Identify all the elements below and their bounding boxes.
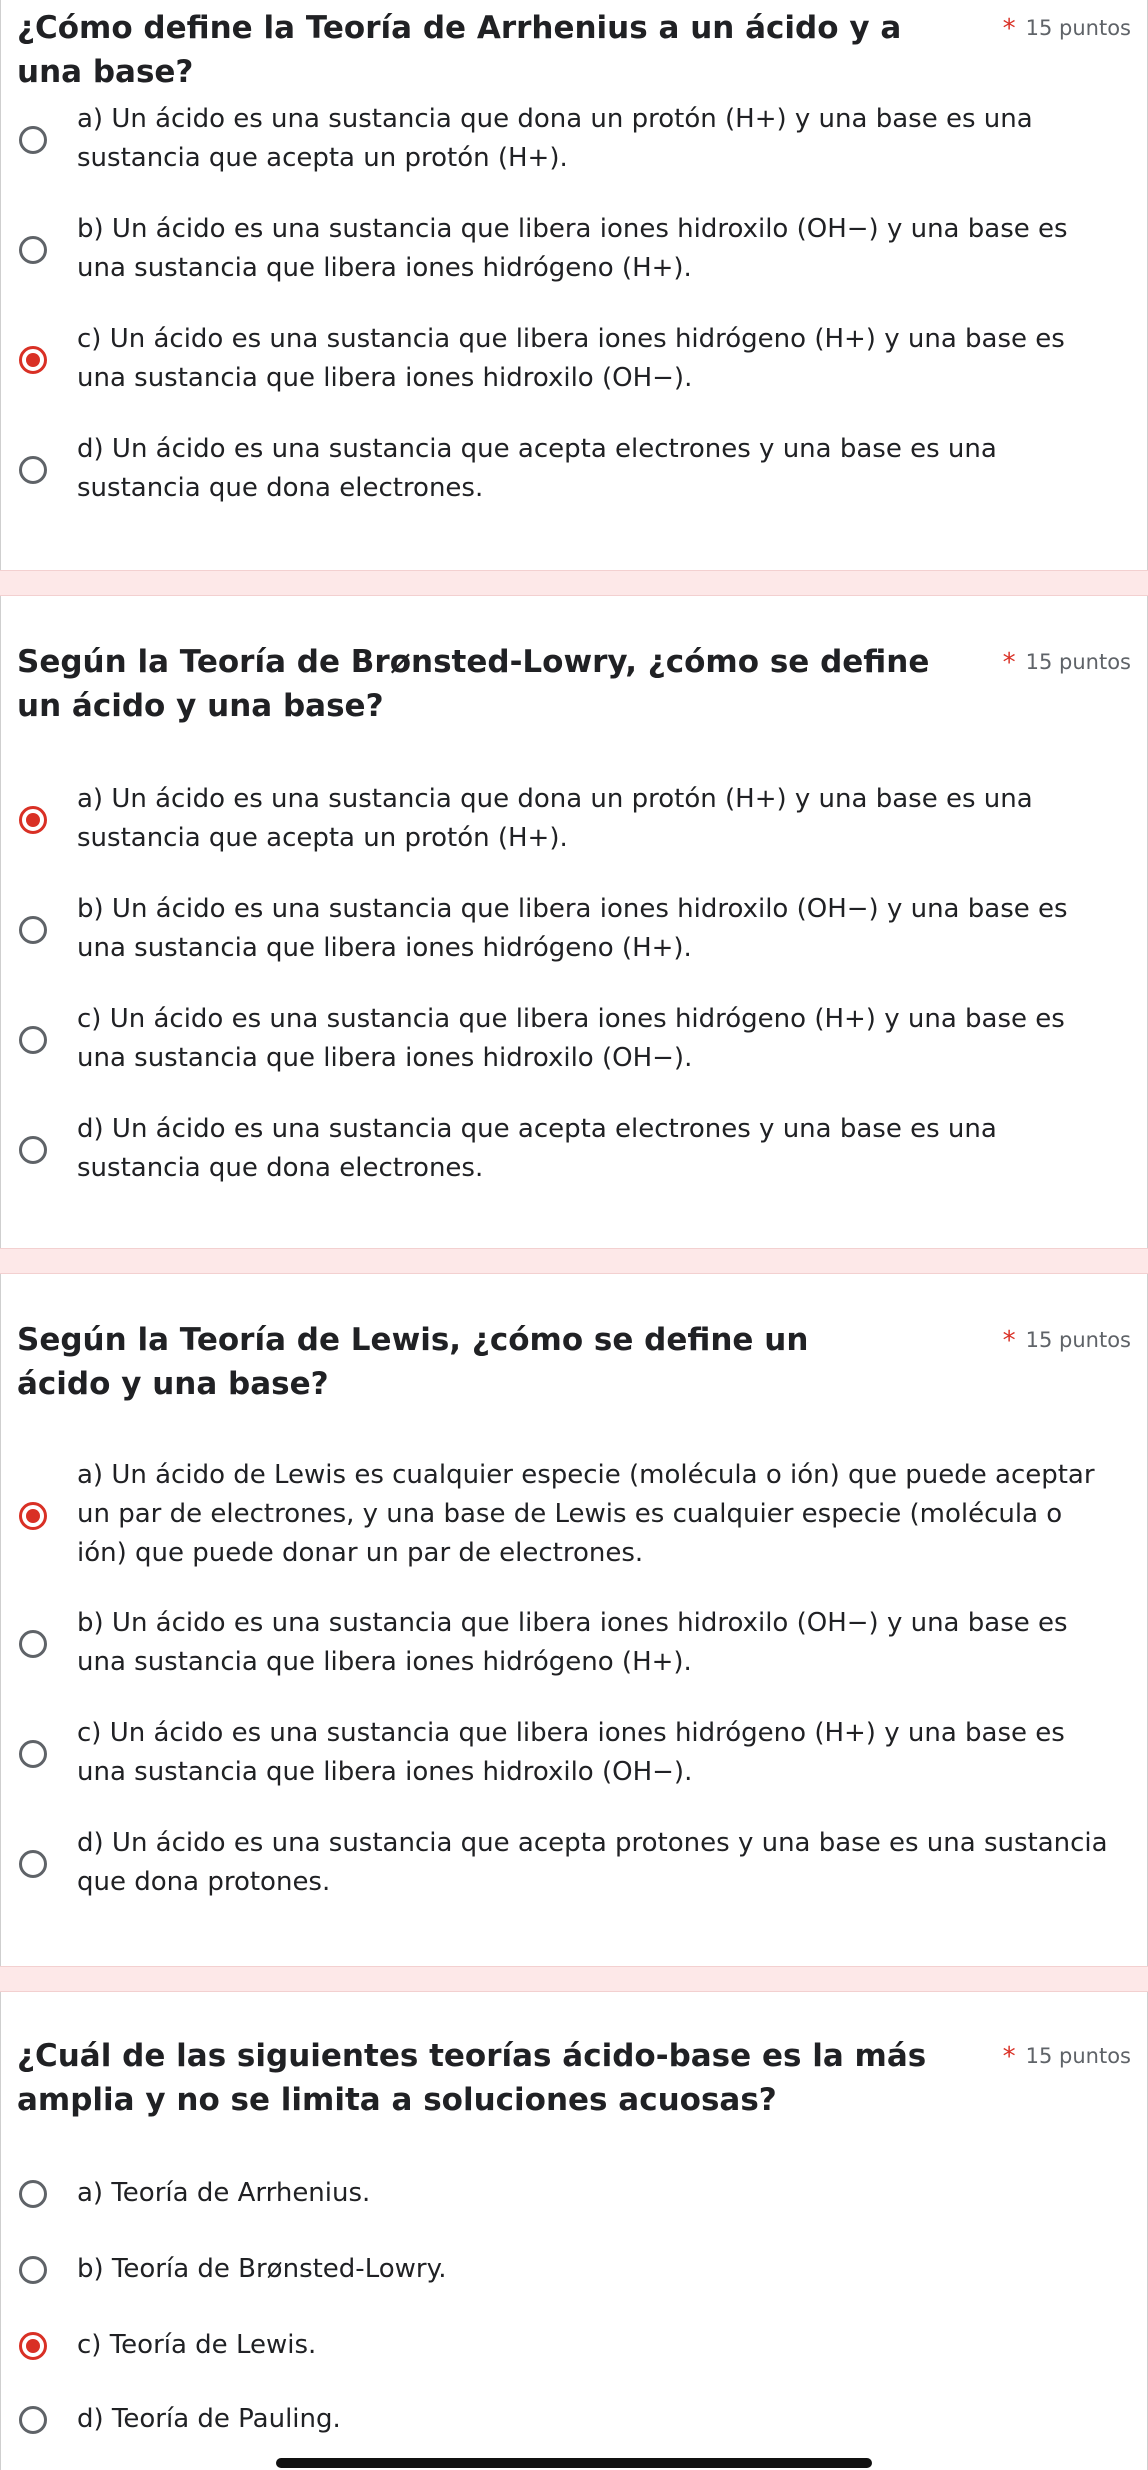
question-title: ¿Cómo define la Teoría de Arrhenius a un ácido y a una base? xyxy=(17,10,902,90)
option-b[interactable] xyxy=(1,2248,1148,2292)
required-asterisk: * xyxy=(1002,14,1016,44)
section-separator xyxy=(0,1248,1148,1274)
question-card-3 xyxy=(0,1274,1148,1966)
radio-checked-icon[interactable] xyxy=(19,806,47,834)
radio-unchecked-icon[interactable] xyxy=(19,1026,47,1054)
points-label: 15 puntos xyxy=(1025,1328,1131,1352)
option-a[interactable] xyxy=(1,780,1148,860)
option-label: b) Un ácido es una sustancia que libera iones hidroxilo (OH−) y una base es una sustancia que libera iones hidrógeno (H+). xyxy=(77,1608,1068,1677)
section-separator xyxy=(0,570,1148,596)
option-d[interactable] xyxy=(1,1824,1148,1904)
question-meta xyxy=(1003,14,1131,44)
option-c[interactable] xyxy=(1,1000,1148,1080)
option-a[interactable] xyxy=(1,1456,1148,1576)
radio-unchecked-icon[interactable] xyxy=(19,456,47,484)
radio-unchecked-icon[interactable] xyxy=(19,1850,47,1878)
question-card-4 xyxy=(0,1992,1148,2470)
radio-unchecked-icon[interactable] xyxy=(19,1136,47,1164)
radio-unchecked-icon[interactable] xyxy=(19,236,47,264)
question-meta xyxy=(1003,2042,1131,2072)
home-indicator-bar xyxy=(276,2458,872,2468)
question-header xyxy=(1,1992,1147,2122)
option-label: a) Un ácido es una sustancia que dona un protón (H+) y una base es una sustancia que acepta un protón (H+). xyxy=(77,104,1033,173)
option-label: b) Un ácido es una sustancia que libera iones hidroxilo (OH−) y una base es una sustancia que libera iones hidrógeno (H+). xyxy=(77,214,1068,283)
question-card-1 xyxy=(0,0,1148,570)
option-label: b) Teoría de Brønsted-Lowry. xyxy=(77,2254,447,2284)
question-header xyxy=(1,0,1147,94)
option-c[interactable] xyxy=(1,320,1148,400)
section-separator xyxy=(0,1966,1148,1992)
option-b[interactable] xyxy=(1,1604,1148,1684)
radio-unchecked-icon[interactable] xyxy=(19,2180,47,2208)
question-header xyxy=(1,1274,1147,1406)
radio-checked-icon[interactable] xyxy=(19,2332,47,2360)
option-d[interactable] xyxy=(1,2398,1148,2442)
radio-unchecked-icon[interactable] xyxy=(19,2406,47,2434)
question-meta xyxy=(1003,648,1131,678)
option-b[interactable] xyxy=(1,210,1148,290)
option-a[interactable] xyxy=(1,2172,1148,2216)
radio-unchecked-icon[interactable] xyxy=(19,1630,47,1658)
option-label: c) Un ácido es una sustancia que libera iones hidrógeno (H+) y una base es una sustancia que libera iones hidroxilo (OH−). xyxy=(77,1718,1065,1787)
question-header xyxy=(1,596,1147,728)
option-label: a) Un ácido de Lewis es cualquier especie (molécula o ión) que puede aceptar un par de electrones, y una base de Lewis es cualquier especie (molécula o ión) que puede donar un par de electrones. xyxy=(77,1460,1095,1568)
option-d[interactable] xyxy=(1,1110,1148,1190)
option-label: a) Un ácido es una sustancia que dona un protón (H+) y una base es una sustancia que acepta un protón (H+). xyxy=(77,784,1033,853)
required-asterisk: * xyxy=(1002,648,1016,678)
radio-unchecked-icon[interactable] xyxy=(19,126,47,154)
radio-unchecked-icon[interactable] xyxy=(19,916,47,944)
radio-unchecked-icon[interactable] xyxy=(19,1740,47,1768)
option-label: c) Un ácido es una sustancia que libera iones hidrógeno (H+) y una base es una sustancia que libera iones hidroxilo (OH−). xyxy=(77,1004,1065,1073)
option-label: c) Un ácido es una sustancia que libera iones hidrógeno (H+) y una base es una sustancia que libera iones hidroxilo (OH−). xyxy=(77,324,1065,393)
question-title: Según la Teoría de Lewis, ¿cómo se define un ácido y una base? xyxy=(17,1322,809,1402)
option-label: d) Un ácido es una sustancia que acepta electrones y una base es una sustancia que dona electrones. xyxy=(77,1114,997,1183)
points-label: 15 puntos xyxy=(1025,2044,1131,2068)
required-asterisk: * xyxy=(1002,1326,1016,1356)
option-b[interactable] xyxy=(1,890,1148,970)
question-title: Según la Teoría de Brønsted-Lowry, ¿cómo se define un ácido y una base? xyxy=(17,644,930,724)
option-c[interactable] xyxy=(1,1714,1148,1794)
radio-checked-icon[interactable] xyxy=(19,1502,47,1530)
option-label: d) Teoría de Pauling. xyxy=(77,2404,341,2434)
option-label: b) Un ácido es una sustancia que libera iones hidroxilo (OH−) y una base es una sustancia que libera iones hidrógeno (H+). xyxy=(77,894,1068,963)
option-label: c) Teoría de Lewis. xyxy=(77,2330,317,2360)
question-title: ¿Cuál de las siguientes teorías ácido-base es la más amplia y no se limita a soluciones acuosas? xyxy=(17,2038,927,2118)
radio-checked-icon[interactable] xyxy=(19,346,47,374)
required-asterisk: * xyxy=(1002,2042,1016,2072)
question-card-2 xyxy=(0,596,1148,1248)
option-label: a) Teoría de Arrhenius. xyxy=(77,2178,371,2208)
radio-unchecked-icon[interactable] xyxy=(19,2256,47,2284)
points-label: 15 puntos xyxy=(1025,16,1131,40)
option-a[interactable] xyxy=(1,100,1148,180)
option-c[interactable] xyxy=(1,2324,1148,2368)
option-d[interactable] xyxy=(1,430,1148,510)
points-label: 15 puntos xyxy=(1025,650,1131,674)
option-label: d) Un ácido es una sustancia que acepta protones y una base es una sustancia que dona protones. xyxy=(77,1828,1108,1897)
question-meta xyxy=(1003,1326,1131,1356)
option-label: d) Un ácido es una sustancia que acepta electrones y una base es una sustancia que dona electrones. xyxy=(77,434,997,503)
